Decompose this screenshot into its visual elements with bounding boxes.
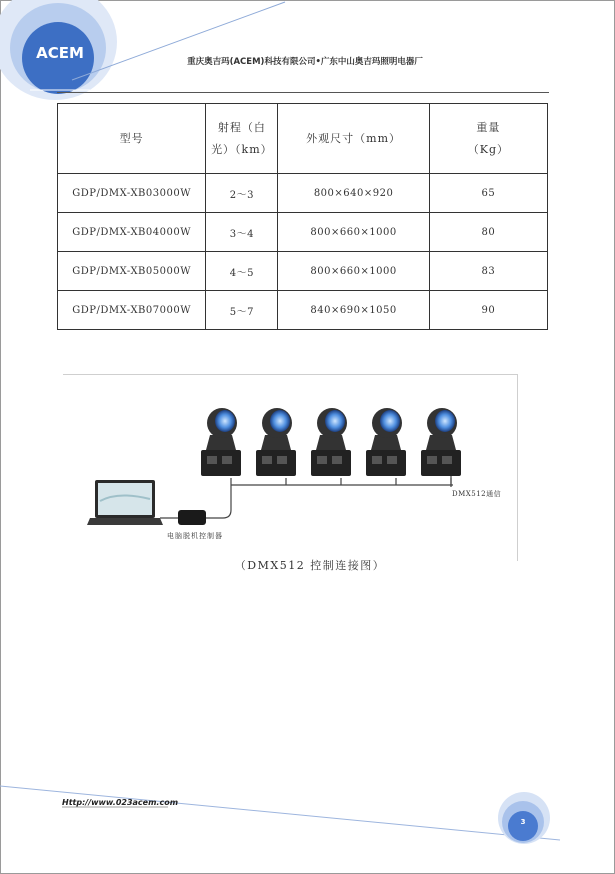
cell-weight: 83 xyxy=(429,252,547,291)
website-link[interactable]: Http://www.023acem.com xyxy=(62,798,179,807)
searchlight-icon xyxy=(201,408,241,476)
header-divider xyxy=(57,92,549,93)
cell-range: 4～5 xyxy=(206,252,278,291)
cell-model: GDP/DMX-XB04000W xyxy=(58,213,206,252)
searchlight-icon xyxy=(311,408,351,476)
table-row xyxy=(58,291,548,330)
logo-text: ACEM xyxy=(36,44,84,62)
header-dimensions xyxy=(278,104,429,174)
header-model xyxy=(58,104,206,174)
table-header-row xyxy=(58,104,548,174)
cell-model: GDP/DMX-XB03000W xyxy=(58,174,206,213)
company-logo xyxy=(0,0,140,110)
cell-model: GDP/DMX-XB07000W xyxy=(58,291,206,330)
figure-caption: （DMX512 控制连接图） xyxy=(234,559,386,572)
cell-dimensions: 800×660×1000 xyxy=(278,213,429,252)
cell-dimensions: 800×640×920 xyxy=(278,174,429,213)
searchlight-icon xyxy=(421,408,461,476)
table-row xyxy=(58,174,548,213)
dmx-signal-label: DMX512通信 xyxy=(452,490,502,498)
cell-weight: 90 xyxy=(429,291,547,330)
header-weight xyxy=(429,104,547,174)
dmx-connection-diagram xyxy=(63,374,518,561)
cell-range: 2～3 xyxy=(206,174,278,213)
controller-label: 电脑脱机控制器 xyxy=(167,532,223,540)
header-range-line1: 射程（白 xyxy=(217,120,266,134)
cell-dimensions: 840×690×1050 xyxy=(278,291,429,330)
searchlight-icon xyxy=(366,408,406,476)
cell-weight: 65 xyxy=(429,174,547,213)
header-weight-line1: 重量 xyxy=(476,120,501,134)
controller-icon xyxy=(178,510,206,525)
cell-model: GDP/DMX-XB05000W xyxy=(58,252,206,291)
cell-range: 3～4 xyxy=(206,213,278,252)
table-row xyxy=(58,252,548,291)
table-row xyxy=(58,213,548,252)
header-model-text: 型号 xyxy=(119,131,144,145)
cell-weight: 80 xyxy=(429,213,547,252)
spec-table xyxy=(57,103,548,330)
header-title: 重庆奥吉玛(ACEM)科技有限公司•广东中山奥吉玛照明电器厂 xyxy=(187,57,423,67)
searchlight-icon xyxy=(256,408,296,476)
header-weight-line2: （Kg） xyxy=(467,142,509,156)
cell-dimensions: 800×660×1000 xyxy=(278,252,429,291)
laptop-icon xyxy=(87,480,163,525)
header-range-line2: 光）（km） xyxy=(211,142,273,156)
header-dimensions-text: 外观尺寸（mm） xyxy=(306,131,402,145)
cell-range: 5～7 xyxy=(206,291,278,330)
header-range xyxy=(206,104,278,174)
page-number: 3 xyxy=(520,818,526,826)
